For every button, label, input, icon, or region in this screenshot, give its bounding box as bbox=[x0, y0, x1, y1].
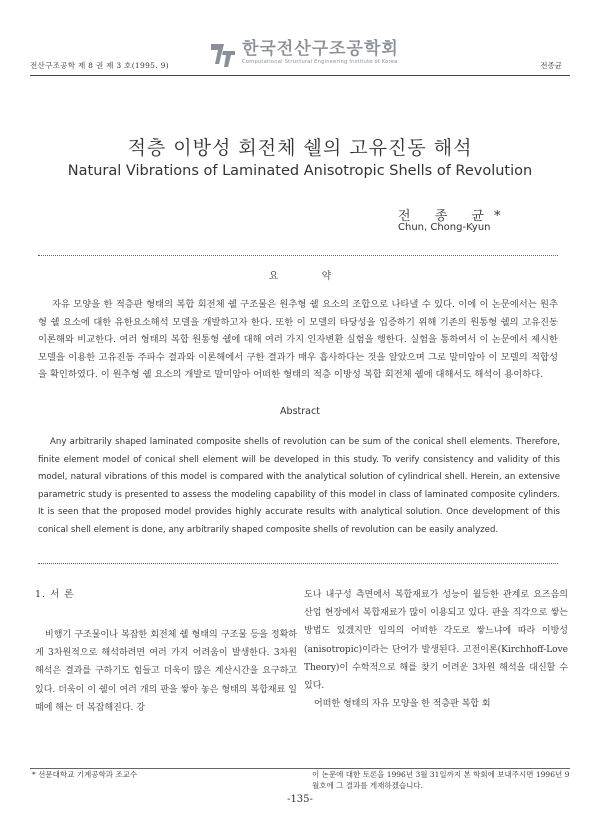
page-number: -135- bbox=[287, 794, 313, 805]
journal-reference: 전산구조공학 제 8 권 제 3 호(1995. 9) bbox=[30, 61, 169, 70]
english-abstract-text: Any arbitrarily shaped laminated composite shells of revolution can be sum of the conical shell elements. Therefore, finite element model of conical shell element will be developed in this study. To verify consistency and validity of this model, natural vibrations of this model is compared with the analytical solution of cylindrical shell. Herein, an extensive parametric study is presented to assess the modeling capability of this model in class of laminated composite cylinders. It is seen that the proposed model provides highly accurate results with analytical solution. Once development of this conical shell element is done, any arbitrarily shaped composite shells of revolution can be easily analyzed. bbox=[38, 437, 560, 535]
body-paragraph-left: 비행기 구조물이나 복잡한 회전체 쉘 형태의 구조물 등을 정확하게 3차원적으로 해석하려면 여러 가지 어려움이 발생한다. 3차원 해석은 결과를 구하기도 힘들고 더욱이 많은 계산시간을 요구하고 있다. 더욱이 이 쉘이 여러 개의 판을 쌓아 놓은 형태의 복합재료 일 때에 해는 더 복잡해진다. 강 bbox=[35, 630, 297, 713]
society-logo-icon bbox=[210, 40, 236, 68]
author-affiliation-footnote: * 선문대학교 기계공학과 조교수 bbox=[32, 770, 138, 779]
korean-abstract-heading: 요 약 bbox=[268, 271, 352, 282]
paper-title-english: Natural Vibrations of Laminated Anisotropic Shells of Revolution bbox=[67, 163, 533, 179]
english-abstract-heading: Abstract bbox=[280, 406, 320, 417]
page-header bbox=[0, 40, 600, 80]
body-right-column bbox=[304, 586, 568, 713]
abstract-bottom-divider bbox=[38, 563, 558, 564]
society-name-korean: 한국전산구조공학회 bbox=[242, 39, 399, 59]
korean-abstract-text: 자유 모양을 한 적층판 형태의 복합 회전체 쉘 구조물은 원추형 쉘 요소의 조합으로 나타낼 수 있다. 이에 이 논문에서는 원추형 쉘 요소에 대한 유한요소해석 모델을 개발하고자 한다. 또한 이 모델의 타당성을 입증하기 위해 기존의 원통형 쉘의 고유진동 이론해와 비교한다. 여러 형태의 복합 원통형 쉘에 대해 여러 가지 인자변환 실험을 행한다. 실험을 통하여서 이 논문에서 제시한 모델을 이용한 고유진동 주파수 결과와 이론해에서 구한 결과가 매우 흡사하다는 것을 알았으며 그로 말미암아 이 모델의 적합성을 확인하였다. 이 원추형 쉘 요소의 개발로 말미암아 어떠한 형태의 적층 이방성 복합 회전체 쉘에 대해서도 해석이 용이하다. bbox=[38, 299, 558, 380]
header-rule bbox=[30, 75, 570, 76]
society-logo bbox=[210, 40, 399, 68]
running-author: 전종균 bbox=[540, 61, 562, 70]
body-paragraph-right-2: 어떠한 형태의 자유 모양을 한 적층판 복합 회 bbox=[314, 699, 491, 710]
abstract-top-divider bbox=[38, 255, 558, 256]
society-name-english: Computational Structural Engineering Institute of Korea bbox=[242, 59, 398, 65]
author-name-korean: 전 종 균* bbox=[398, 209, 511, 224]
author-name-english: Chun, Chong-Kyun bbox=[398, 222, 491, 233]
discussion-footnote: 이 논문에 대한 토론을 1996년 3월 31일까지 본 학회에 보내주시면 1996년 9월호에 그 결과를 게재하겠습니다. bbox=[312, 770, 570, 790]
paper-title-korean: 적층 이방성 회전체 쉘의 고유진동 해석 bbox=[127, 137, 473, 159]
body-paragraph-right-1: 도나 내구성 측면에서 복합재료가 성능이 월등한 관계로 요즈음의 산업 현장에서 복합재료가 많이 이용되고 있다. 판을 직각으로 쌓는 방법도 있겠지만 임의의 어떠한 각도로 쌓느냐에 따라 이방성(anisotropic)이라는 단어가 발생된다. 고전이론(Kirchhoff-Love Theory)이 수학적으로 해를 찾기 어려운 3차원 해석을 대신할 수 있다. bbox=[304, 590, 568, 692]
body-left-column bbox=[35, 586, 297, 717]
section-heading: 1. 서 론 bbox=[35, 589, 75, 600]
